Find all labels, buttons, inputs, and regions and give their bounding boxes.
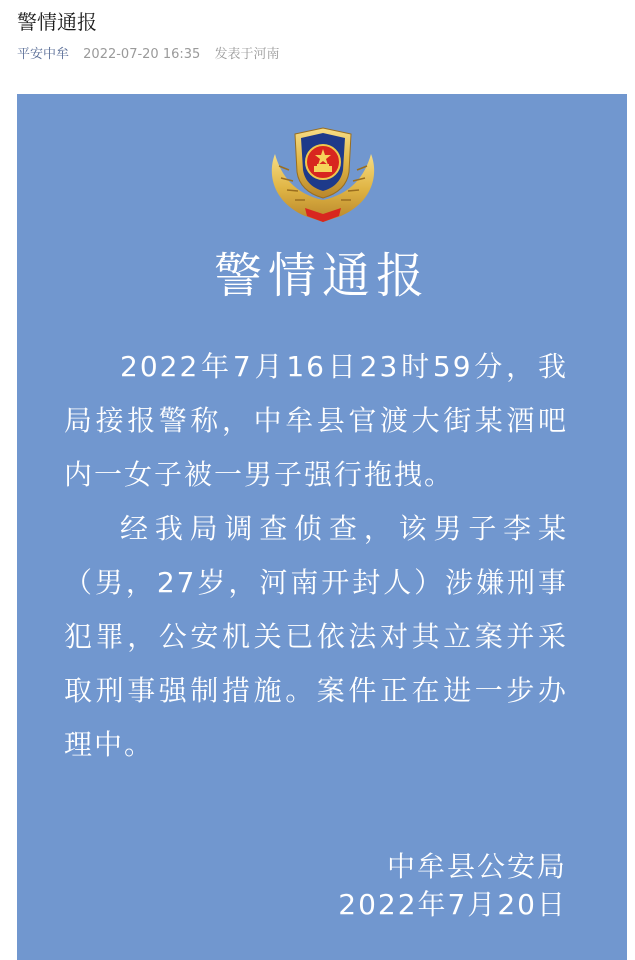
article-title: 警情通报 [17,10,97,34]
notice-poster [17,94,627,960]
notice-paragraph: 经我局调查侦查，该男子李某（男，27岁，河南开封人）涉嫌刑事犯罪，公安机关已依法对其立案并采取刑事强制措施。案件正在进一步办理中。 [64,512,568,761]
notice-signature [338,848,567,924]
notice-paragraph: 2022年7月16日23时59分，我局接报警称，中牟县官渡大街某酒吧内一女子被一男子强行拖拽。 [64,350,568,491]
issue-date: 2022年7月20日 [338,888,567,921]
publish-date: 2022-07-20 16:35 [83,47,201,62]
police-emblem-icon [265,124,381,226]
article-meta [17,46,279,64]
publish-location: 发表于河南 [214,47,280,62]
notice-title: 警情通报 [213,248,430,304]
notice-body [64,340,568,772]
issuer-name: 中牟县公安局 [386,850,567,883]
account-link[interactable]: 平安中牟 [17,47,70,62]
